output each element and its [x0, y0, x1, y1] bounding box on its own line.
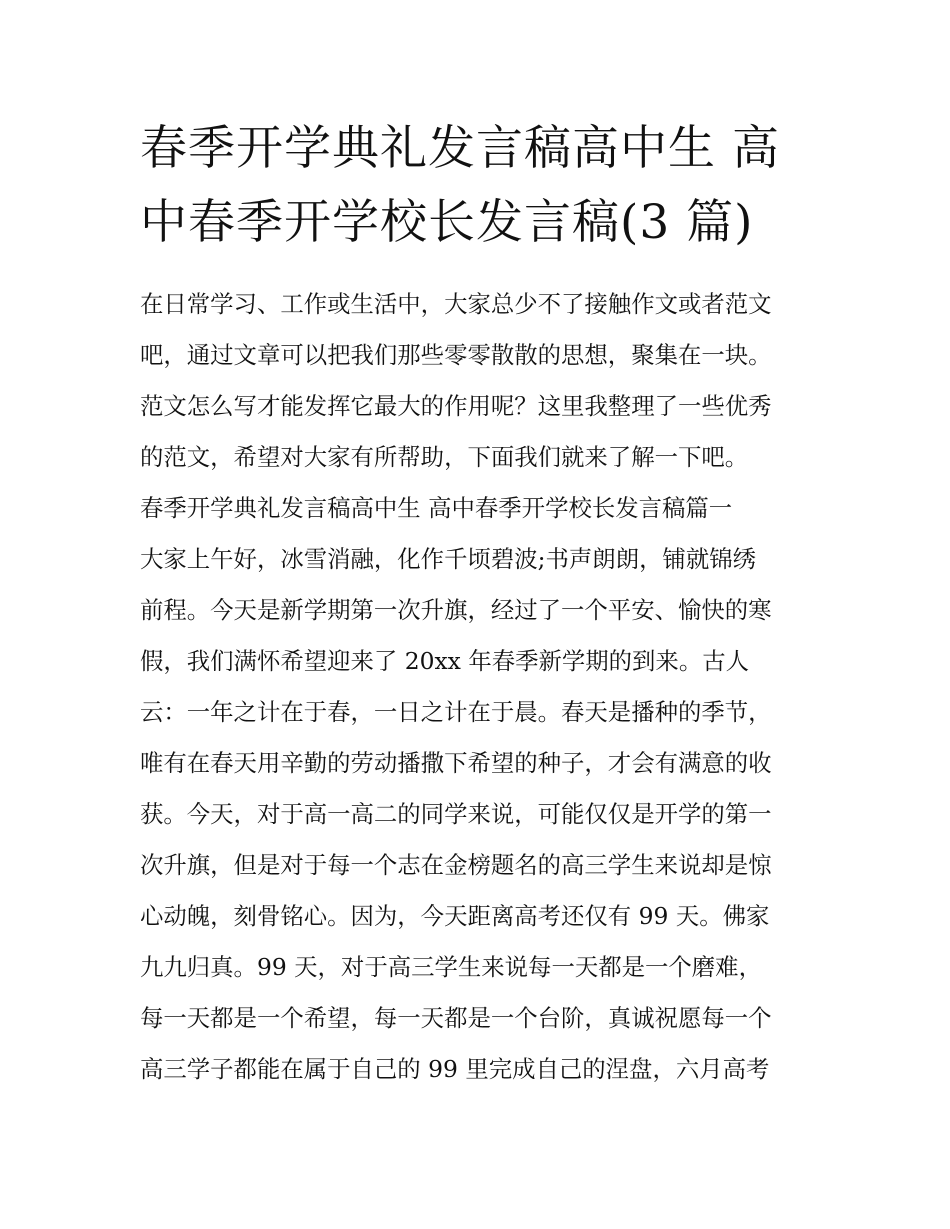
body-line: 的范文，希望对大家有所帮助，下面我们就来了解一下吧。: [140, 443, 749, 471]
body-line: 心动魄，刻骨铭心。因为，今天距离高考还仅有 99 天。佛家: [140, 902, 770, 930]
body-line: 范文怎么写才能发挥它最大的作用呢？这里我整理了一些优秀: [140, 392, 772, 420]
body-line: 九九归真。99 天，对于高三学生来说每一天都是一个磨难，: [140, 953, 762, 981]
document-title: [140, 112, 830, 260]
body-line: 次升旗，但是对于每一个志在金榜题名的高三学生来说却是惊: [140, 851, 772, 879]
body-line: 唯有在春天用辛勤的劳动播撒下希望的种子，才会有满意的收: [140, 749, 772, 777]
body-line: 前程。今天是新学期第一次升旗，经过了一个平安、愉快的寒: [140, 596, 772, 624]
body-line: 每一天都是一个希望，每一天都是一个台阶，真诚祝愿每一个: [140, 1004, 772, 1032]
body-line: 高三学子都能在属于自己的 99 里完成自己的涅盘，六月高考: [140, 1055, 770, 1083]
title-line-1: 春季开学典礼发言稿高中生 高: [140, 121, 780, 176]
document-body: [140, 279, 830, 1095]
section-heading: 春季开学典礼发言稿高中生 高中春季开学校长发言稿篇一: [140, 494, 733, 522]
body-line: 在日常学习、工作或生活中，大家总少不了接触作文或者范文: [140, 290, 772, 318]
title-line-2: 中春季开学校长发言稿(3 篇): [140, 195, 754, 250]
body-line: 云：一年之计在于春，一日之计在于晨。春天是播种的季节，: [140, 698, 772, 726]
body-line: 吧，通过文章可以把我们那些零零散散的思想，聚集在一块。: [140, 341, 772, 369]
body-line: 假，我们满怀希望迎来了 20xx 年春季新学期的到来。古人: [140, 647, 749, 675]
body-line: 大家上午好，冰雪消融，化作千顷碧波;书声朗朗，铺就锦绣: [140, 545, 757, 573]
body-line: 获。今天，对于高一高二的同学来说，可能仅仅是开学的第一: [140, 800, 772, 828]
